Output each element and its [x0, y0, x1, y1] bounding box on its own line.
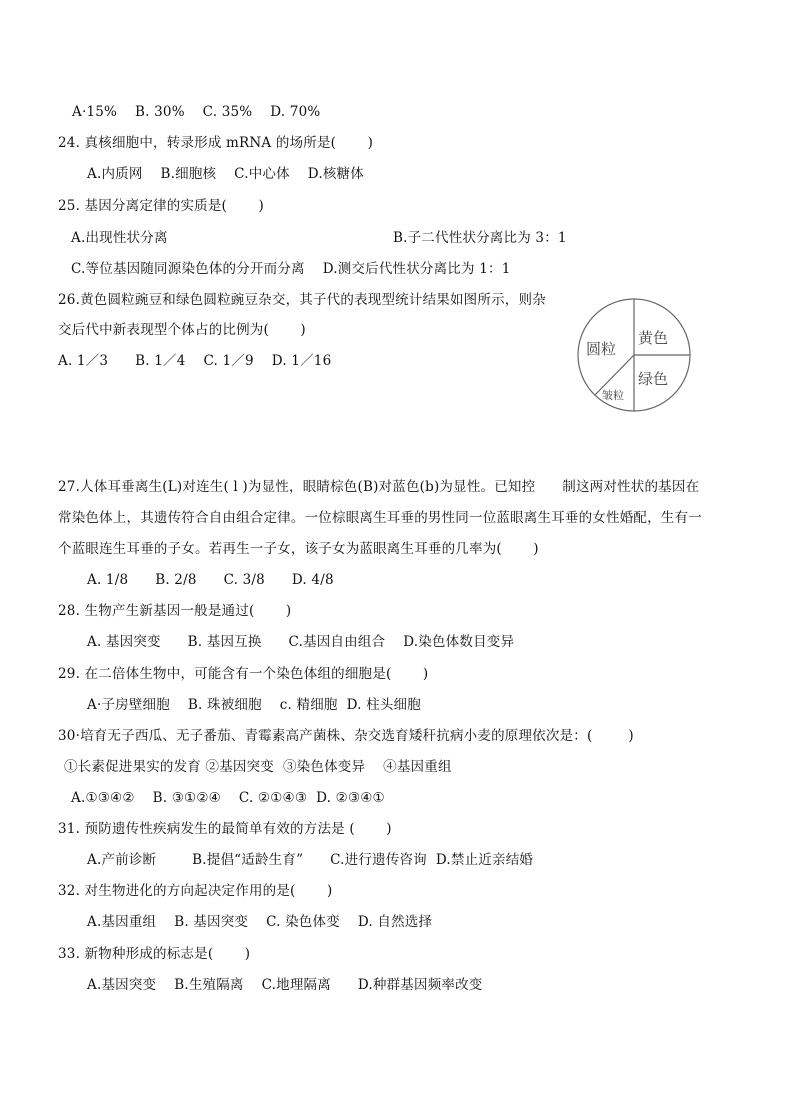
- pie-label-round: 圆粒: [586, 340, 617, 358]
- q31-stem: 31. 预防遗传性疾病发生的最简单有效的方法是 ( ): [58, 821, 392, 837]
- q28-stem: 28. 生物产生新基因一般是通过( ): [58, 603, 292, 619]
- q29-stem: 29. 在二倍体生物中，可能含有一个染色体组的细胞是( ): [58, 666, 429, 682]
- q30-options: A.①③④② B. ③①②④ C. ②①④③ D. ②③④①: [71, 790, 385, 806]
- pie-label-yellow: 黄色: [638, 329, 669, 347]
- q33-stem: 33. 新物种形成的标志是( ): [58, 946, 251, 962]
- q24-options: A.内质网 B.细胞核 C.中心体 D.核糖体: [87, 166, 364, 182]
- pie-label-wrinkled: 皱粒: [602, 389, 624, 402]
- q23-options: A·15% B. 30% C. 35% D. 70%: [72, 104, 321, 120]
- pie-label-green: 绿色: [638, 370, 669, 388]
- q27-stem-line1: 27.人体耳垂离生(L)对连生( l )为显性，眼睛棕色(B)对蓝色(b)为显性。已知控 制这两对性状的基因在: [58, 479, 700, 495]
- q27-options: A. 1/8 B. 2/8 C. 3/8 D. 4/8: [87, 572, 334, 588]
- q33-options: A.基因突变 B.生殖隔离 C.地理隔离 D.种群基因频率改变: [87, 977, 483, 993]
- q31-options: A.产前诊断 B.提倡“适龄生育” C.进行遗传咨询 D.禁止近亲结婚: [87, 852, 534, 868]
- pie-chart-figure: [576, 297, 696, 417]
- q27-stem-line3: 个蓝眼连生耳垂的子女。若再生一子女，该子女为蓝眼离生耳垂的几率为( ): [58, 541, 539, 557]
- q26-stem-line1: 26.黄色圆粒豌豆和绿色圆粒豌豆杂交，其子代的表现型统计结果如图所示，则杂: [58, 292, 546, 308]
- q30-stem: 30·培育无子西瓜、无子番茄、青霉素高产菌株、杂交选育矮秆抗病小麦的原理依次是：( ): [58, 728, 634, 744]
- q32-stem: 32. 对生物进化的方向起决定作用的是( ): [58, 883, 333, 899]
- q26-stem-line2: 交后代中新表现型个体占的比例为( ): [58, 322, 306, 338]
- q24-stem: 24. 真核细胞中，转录形成 mRNA 的场所是( ): [58, 135, 374, 151]
- q25-option-b: B.子二代性状分离比为 3：1: [393, 230, 567, 246]
- q30-statements: ①长素促进果实的发育 ②基因突变 ③染色体变异 ④基因重组: [64, 759, 452, 775]
- q32-options: A.基因重组 B. 基因突变 C. 染色体变 D. 自然选择: [87, 914, 433, 930]
- q28-options: A. 基因突变 B. 基因互换 C.基因自由组合 D.染色体数目变异: [87, 634, 515, 650]
- q29-options: A·子房壁细胞 B. 珠被细胞 c. 精细胞 D. 柱头细胞: [87, 697, 421, 713]
- q25-stem: 25. 基因分离定律的实质是( ): [58, 198, 264, 214]
- q25-option-a: A.出现性状分离: [71, 230, 168, 246]
- q25-options-cd: C.等位基因随同源染色体的分开而分离 D.测交后代性状分离比为 1：1: [71, 261, 511, 277]
- q27-stem-line2: 常染色体上，其遗传符合自由组合定律。一位棕眼离生耳垂的男性同一位蓝眼离生耳垂的女性婚配，生有一: [58, 510, 702, 526]
- q26-options: A. 1／3 B. 1／4 C. 1／9 D. 1／16: [58, 353, 332, 369]
